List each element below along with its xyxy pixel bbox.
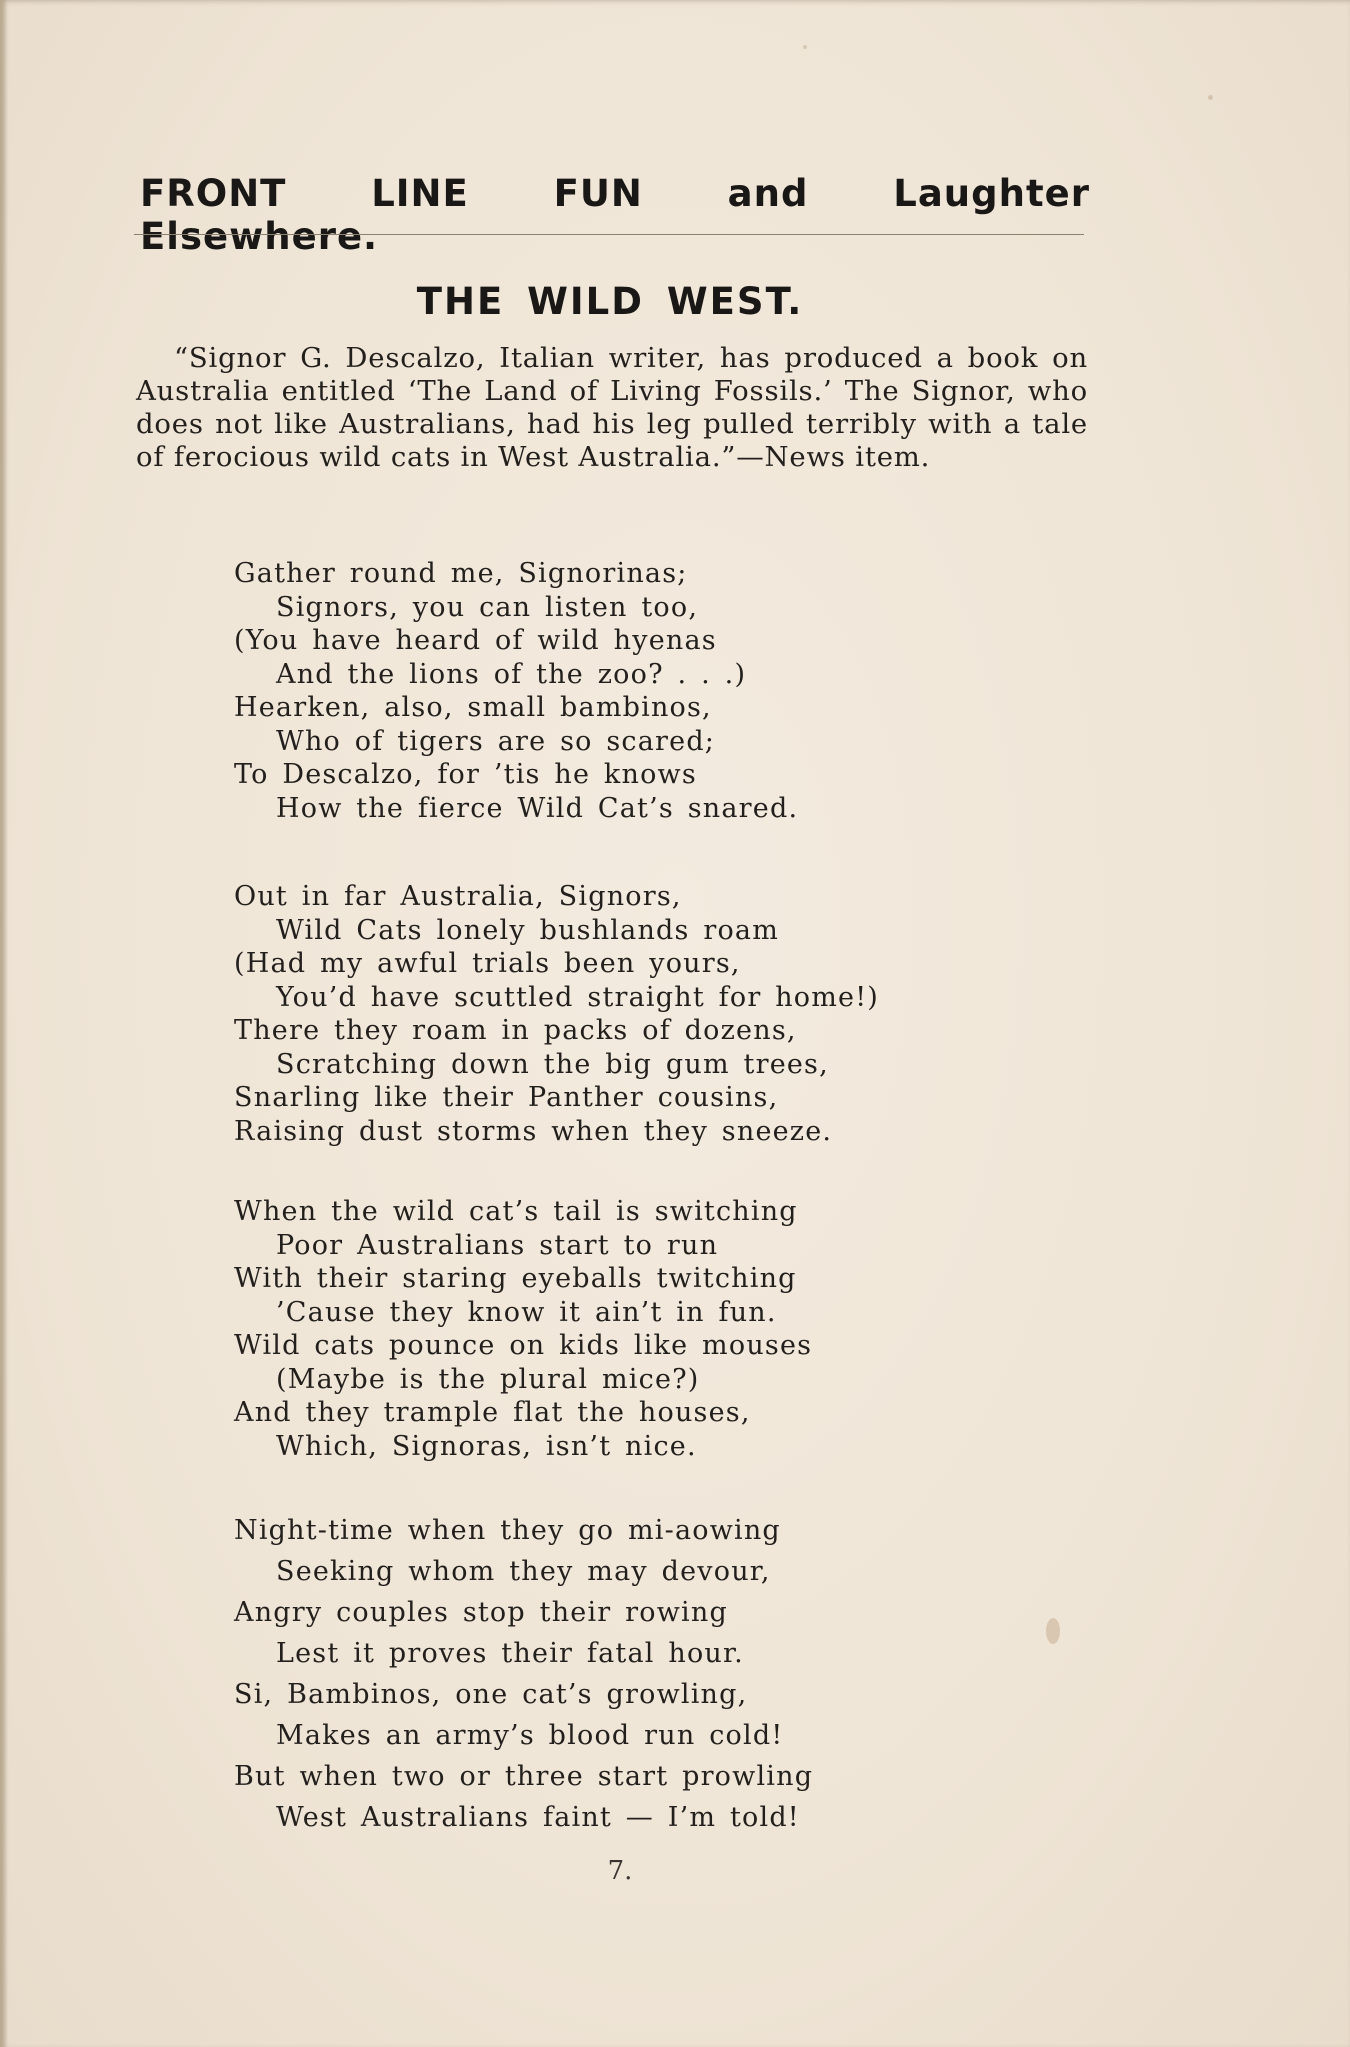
poem-line: Out in far Australia, Signors, <box>234 881 682 912</box>
poem-line: Gather round me, Signorinas; <box>234 558 688 589</box>
intro-paragraph <box>136 342 1088 474</box>
paper-stain <box>1046 1618 1060 1644</box>
poem-line: Night-time when they go mi-aowing <box>234 1515 781 1546</box>
poem-line: When the wild cat’s tail is switching <box>234 1196 798 1227</box>
poem-line: You’d have scuttled straight for home!) <box>276 981 880 1013</box>
poem-line: But when two or three start prowling <box>234 1761 814 1792</box>
poem-line: Signors, you can listen too, <box>276 591 699 623</box>
poem-line: How the fierce Wild Cat’s snared. <box>276 792 799 824</box>
poem-line: Wild Cats lonely bushlands roam <box>276 914 780 946</box>
poem-line: Wild cats pounce on kids like mouses <box>234 1330 813 1361</box>
poem-stanza-2 <box>234 880 1034 1148</box>
paper-speck <box>1208 95 1213 100</box>
poem-line: To Descalzo, for ’tis he knows <box>234 759 697 790</box>
paper-speck <box>803 45 807 49</box>
poem-stanza-3 <box>234 1195 1034 1463</box>
poem-stanza-1 <box>234 557 1034 825</box>
poem-line: Who of tigers are so scared; <box>276 725 716 757</box>
poem-line: With their staring eyeballs twitching <box>234 1263 797 1294</box>
poem-line: (You have heard of wild hyenas <box>234 625 717 656</box>
running-header: FRONT LINE FUN and Laughter Elsewhere. <box>140 172 1090 258</box>
poem-line: Lest it proves their fatal hour. <box>276 1638 744 1669</box>
poem-line: Scratching down the big gum trees, <box>276 1048 829 1080</box>
poem-line: West Australians faint — I’m told! <box>276 1802 800 1833</box>
poem-line: (Had my awful trials been yours, <box>234 948 741 979</box>
poem-line: Makes an army’s blood run cold! <box>276 1720 784 1751</box>
article-title: THE WILD WEST. <box>416 280 804 323</box>
poem-line: (Maybe is the plural mice?) <box>276 1363 700 1395</box>
poem-line: Which, Signoras, isn’t nice. <box>276 1430 697 1462</box>
header-rule <box>134 234 1084 235</box>
poem-line: ’Cause they know it ain’t in fun. <box>276 1296 777 1328</box>
poem-line: Poor Australians start to run <box>276 1229 719 1261</box>
poem-line: And they trample flat the houses, <box>234 1397 751 1428</box>
poem-line: Hearken, also, small bambinos, <box>234 692 712 723</box>
intro-text: “Signor G. Descalzo, Italian writer, has produced a book on Australia entitled ‘The Land of Living Fossils.’ The Signor, who does not like Australians, had his leg pulled terribly with a tale of ferocious wild cats in West Australia.”—News item. <box>136 342 1088 473</box>
poem-line: Raising dust storms when they sneeze. <box>234 1115 833 1147</box>
poem-line: There they roam in packs of dozens, <box>234 1015 797 1046</box>
poem-line: Si, Bambinos, one cat’s growling, <box>234 1679 748 1710</box>
poem-line: And the lions of the zoo? . . .) <box>276 658 747 690</box>
poem-line: Seeking whom they may devour, <box>276 1556 771 1587</box>
page-number: 7. <box>607 1856 633 1886</box>
poem-stanza-4 <box>234 1510 1034 1838</box>
poem-line: Angry couples stop their rowing <box>234 1597 728 1628</box>
poem-line: Snarling like their Panther cousins, <box>234 1082 779 1113</box>
